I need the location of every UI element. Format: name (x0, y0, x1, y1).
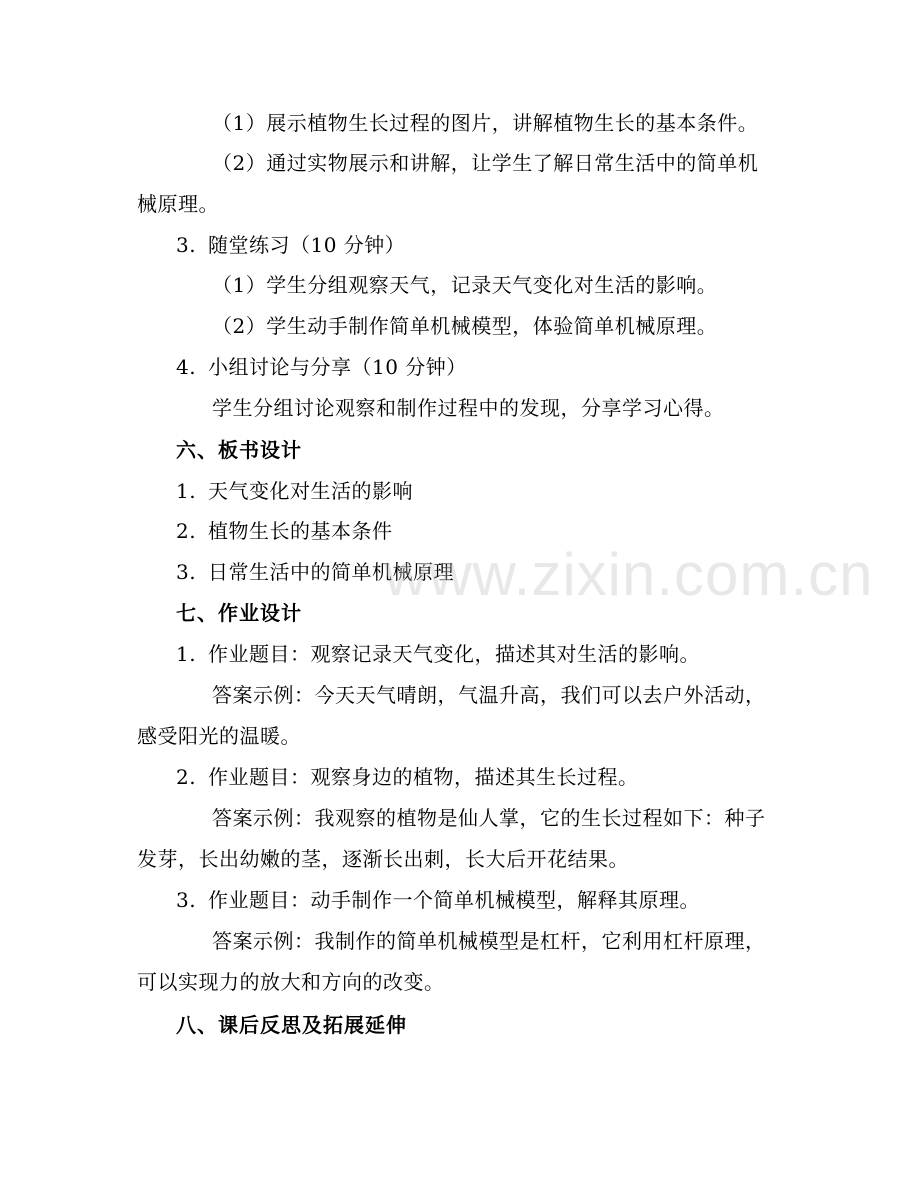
list-item (176, 765, 639, 789)
list-item (176, 233, 405, 257)
list-item-text: 小组讨论与分享（10 分钟） (208, 355, 467, 379)
paragraph-line: 答案示例：我制作的简单机械模型是杠杆，它利用杠杆原理， (212, 929, 766, 953)
list-number: 1. (176, 479, 197, 503)
list-number: 3. (176, 888, 197, 912)
list-number: 2. (176, 765, 197, 789)
list-item (176, 479, 413, 503)
paragraph-line: 械原理。 (137, 192, 219, 216)
list-item-text: 作业题目：观察身边的植物，描述其生长过程。 (208, 765, 639, 789)
watermark: www.zixin.com.cn (384, 541, 874, 608)
paragraph-line: 学生分组讨论观察和制作过程中的发现，分享学习心得。 (212, 396, 725, 420)
list-item-text: 日常生活中的简单机械原理 (208, 560, 454, 584)
list-item-text: 作业题目：动手制作一个简单机械模型，解释其原理。 (208, 888, 700, 912)
section-heading: 八、课后反思及拓展延伸 (176, 1013, 407, 1037)
list-number: 2. (176, 519, 197, 543)
list-item-text: 天气变化对生活的影响 (208, 479, 413, 503)
list-number: 4. (176, 355, 197, 379)
paragraph-line: （2）通过实物展示和讲解，让学生了解日常生活中的简单机 (212, 151, 759, 175)
list-number: 3. (176, 560, 197, 584)
list-number: 3. (176, 233, 197, 257)
list-item-text: 植物生长的基本条件 (208, 519, 393, 543)
list-item-text: 作业题目：观察记录天气变化，描述其对生活的影响。 (208, 642, 700, 666)
list-item-text: 随堂练习（10 分钟） (208, 233, 406, 257)
list-item (176, 888, 700, 912)
paragraph-line: 感受阳光的温暖。 (137, 724, 301, 748)
section-heading: 七、作业设计 (176, 601, 302, 625)
list-item (176, 355, 467, 379)
paragraph-line: 可以实现力的放大和方向的改变。 (137, 970, 445, 994)
paragraph-line: （1）展示植物生长过程的图片，讲解植物生长的基本条件。 (212, 111, 759, 135)
paragraph-line: 发芽，长出幼嫩的茎，逐渐长出刺，长大后开花结果。 (137, 847, 629, 871)
list-item (176, 642, 700, 666)
section-heading: 六、板书设计 (176, 438, 302, 462)
paragraph-line: （2）学生动手制作简单机械模型，体验简单机械原理。 (212, 314, 718, 338)
paragraph-line: 答案示例：我观察的植物是仙人掌，它的生长过程如下：种子 (212, 806, 766, 830)
list-number: 1. (176, 642, 197, 666)
paragraph-line: （1）学生分组观察天气，记录天气变化对生活的影响。 (212, 273, 718, 297)
paragraph-line: 答案示例：今天天气晴朗，气温升高，我们可以去户外活动， (212, 683, 766, 707)
list-item (176, 519, 393, 543)
